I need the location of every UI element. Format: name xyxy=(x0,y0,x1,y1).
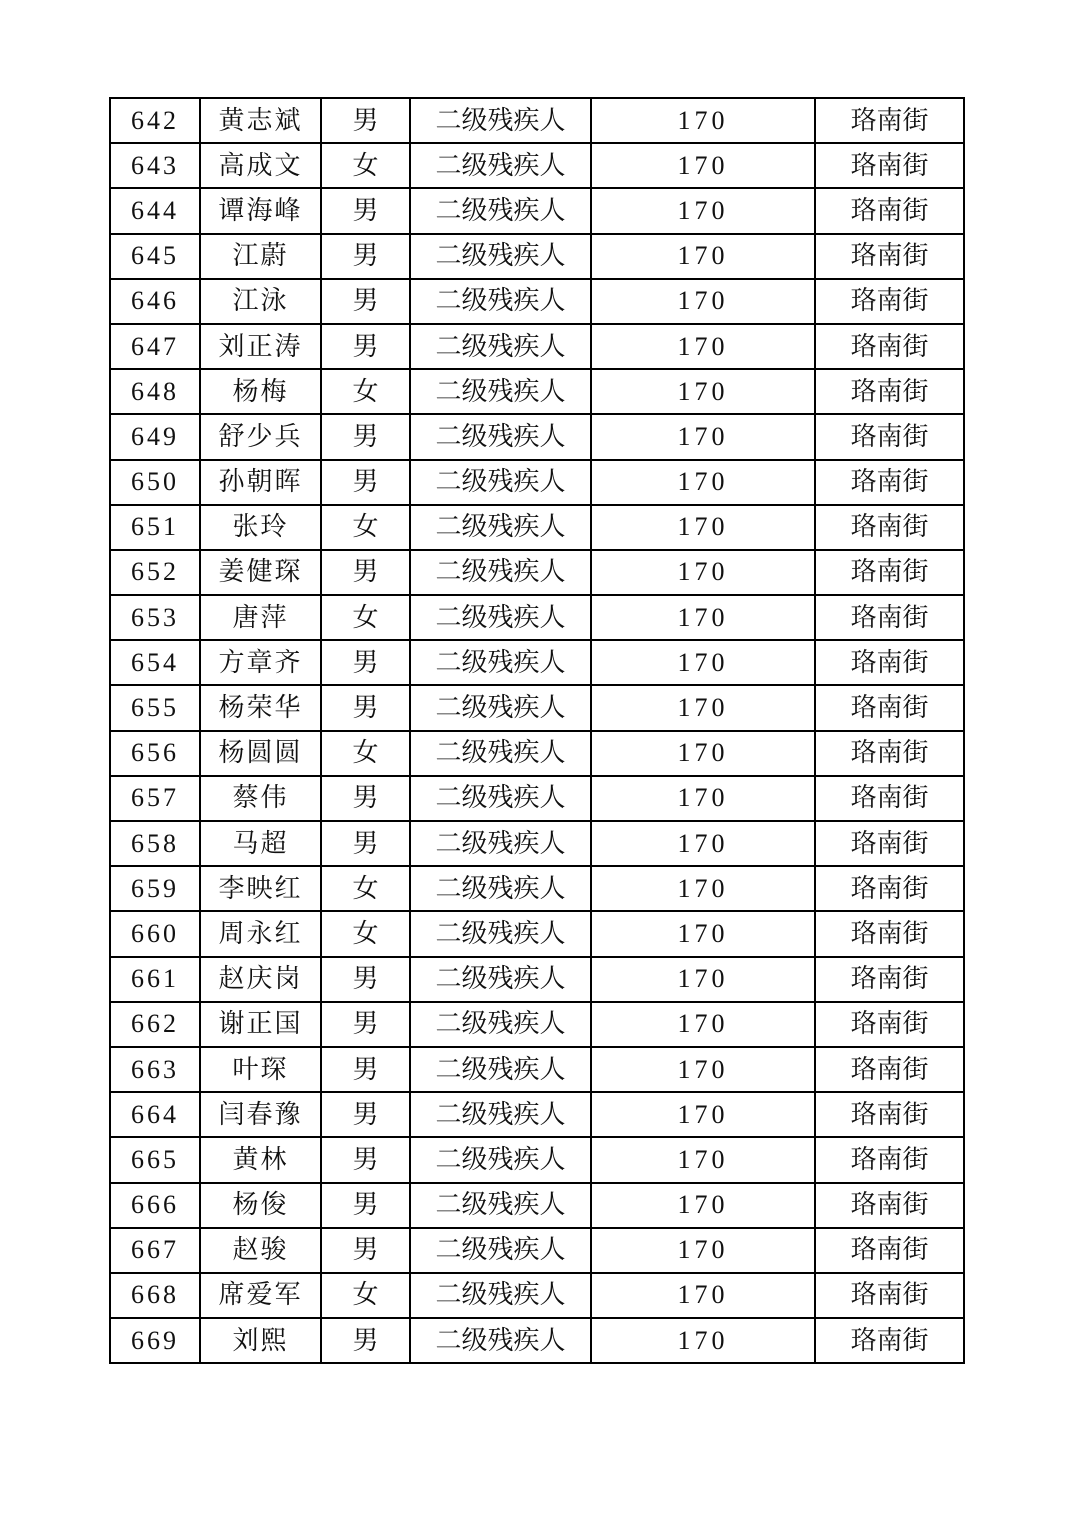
disability-level-cell: 二级残疾人 xyxy=(410,1228,591,1273)
street-cell: 珞南街 xyxy=(815,1183,964,1228)
gender-cell: 女 xyxy=(321,505,410,550)
street-cell: 珞南街 xyxy=(815,505,964,550)
name-cell: 蔡伟 xyxy=(200,776,321,821)
amount-cell: 170 xyxy=(591,143,815,188)
street-cell: 珞南街 xyxy=(815,1318,964,1363)
amount-cell: 170 xyxy=(591,866,815,911)
disability-level-cell: 二级残疾人 xyxy=(410,821,591,866)
name-cell: 席爱军 xyxy=(200,1273,321,1318)
row-number-cell: 653 xyxy=(110,595,200,640)
row-number-cell: 642 xyxy=(110,98,200,143)
disability-level-cell: 二级残疾人 xyxy=(410,505,591,550)
gender-cell: 男 xyxy=(321,1002,410,1047)
table-row xyxy=(110,324,964,369)
table-row xyxy=(110,1318,964,1363)
name-cell: 高成文 xyxy=(200,143,321,188)
table-row xyxy=(110,1047,964,1092)
table-row xyxy=(110,866,964,911)
gender-cell: 女 xyxy=(321,1273,410,1318)
amount-cell: 170 xyxy=(591,550,815,595)
name-cell: 孙朝晖 xyxy=(200,460,321,505)
table-row xyxy=(110,911,964,956)
street-cell: 珞南街 xyxy=(815,685,964,730)
name-cell: 黄志斌 xyxy=(200,98,321,143)
row-number-cell: 647 xyxy=(110,324,200,369)
street-cell: 珞南街 xyxy=(815,460,964,505)
row-number-cell: 656 xyxy=(110,731,200,776)
street-cell: 珞南街 xyxy=(815,1047,964,1092)
gender-cell: 男 xyxy=(321,188,410,233)
gender-cell: 男 xyxy=(321,1092,410,1137)
name-cell: 张玲 xyxy=(200,505,321,550)
row-number-cell: 658 xyxy=(110,821,200,866)
street-cell: 珞南街 xyxy=(815,640,964,685)
disability-level-cell: 二级残疾人 xyxy=(410,1047,591,1092)
row-number-cell: 665 xyxy=(110,1137,200,1182)
table-row xyxy=(110,685,964,730)
name-cell: 方章齐 xyxy=(200,640,321,685)
row-number-cell: 645 xyxy=(110,234,200,279)
row-number-cell: 644 xyxy=(110,188,200,233)
gender-cell: 男 xyxy=(321,640,410,685)
name-cell: 刘熙 xyxy=(200,1318,321,1363)
street-cell: 珞南街 xyxy=(815,1273,964,1318)
row-number-cell: 662 xyxy=(110,1002,200,1047)
row-number-cell: 666 xyxy=(110,1183,200,1228)
disability-level-cell: 二级残疾人 xyxy=(410,279,591,324)
street-cell: 珞南街 xyxy=(815,1092,964,1137)
amount-cell: 170 xyxy=(591,640,815,685)
table-row xyxy=(110,414,964,459)
row-number-cell: 659 xyxy=(110,866,200,911)
amount-cell: 170 xyxy=(591,1002,815,1047)
street-cell: 珞南街 xyxy=(815,957,964,1002)
disability-level-cell: 二级残疾人 xyxy=(410,414,591,459)
row-number-cell: 651 xyxy=(110,505,200,550)
amount-cell: 170 xyxy=(591,821,815,866)
name-cell: 赵骏 xyxy=(200,1228,321,1273)
table-row xyxy=(110,188,964,233)
name-cell: 刘正涛 xyxy=(200,324,321,369)
amount-cell: 170 xyxy=(591,188,815,233)
row-number-cell: 657 xyxy=(110,776,200,821)
row-number-cell: 664 xyxy=(110,1092,200,1137)
street-cell: 珞南街 xyxy=(815,324,964,369)
table-row xyxy=(110,1002,964,1047)
amount-cell: 170 xyxy=(591,1318,815,1363)
disability-level-cell: 二级残疾人 xyxy=(410,1092,591,1137)
amount-cell: 170 xyxy=(591,324,815,369)
street-cell: 珞南街 xyxy=(815,188,964,233)
name-cell: 舒少兵 xyxy=(200,414,321,459)
name-cell: 李映红 xyxy=(200,866,321,911)
gender-cell: 男 xyxy=(321,234,410,279)
street-cell: 珞南街 xyxy=(815,595,964,640)
row-number-cell: 643 xyxy=(110,143,200,188)
table-row xyxy=(110,505,964,550)
gender-cell: 男 xyxy=(321,1047,410,1092)
disability-level-cell: 二级残疾人 xyxy=(410,1137,591,1182)
disability-level-cell: 二级残疾人 xyxy=(410,685,591,730)
name-cell: 叶琛 xyxy=(200,1047,321,1092)
name-cell: 江蔚 xyxy=(200,234,321,279)
gender-cell: 男 xyxy=(321,1318,410,1363)
row-number-cell: 660 xyxy=(110,911,200,956)
name-cell: 赵庆岗 xyxy=(200,957,321,1002)
gender-cell: 男 xyxy=(321,685,410,730)
amount-cell: 170 xyxy=(591,595,815,640)
amount-cell: 170 xyxy=(591,234,815,279)
table-row xyxy=(110,234,964,279)
disability-level-cell: 二级残疾人 xyxy=(410,460,591,505)
name-cell: 杨圆圆 xyxy=(200,731,321,776)
amount-cell: 170 xyxy=(591,279,815,324)
name-cell: 马超 xyxy=(200,821,321,866)
table-row xyxy=(110,1183,964,1228)
name-cell: 黄林 xyxy=(200,1137,321,1182)
amount-cell: 170 xyxy=(591,1228,815,1273)
row-number-cell: 667 xyxy=(110,1228,200,1273)
street-cell: 珞南街 xyxy=(815,414,964,459)
amount-cell: 170 xyxy=(591,1137,815,1182)
amount-cell: 170 xyxy=(591,776,815,821)
table-row xyxy=(110,957,964,1002)
amount-cell: 170 xyxy=(591,731,815,776)
row-number-cell: 654 xyxy=(110,640,200,685)
street-cell: 珞南街 xyxy=(815,234,964,279)
row-number-cell: 650 xyxy=(110,460,200,505)
table-row xyxy=(110,98,964,143)
disability-level-cell: 二级残疾人 xyxy=(410,98,591,143)
gender-cell: 男 xyxy=(321,1183,410,1228)
gender-cell: 女 xyxy=(321,595,410,640)
disability-level-cell: 二级残疾人 xyxy=(410,595,591,640)
street-cell: 珞南街 xyxy=(815,866,964,911)
street-cell: 珞南街 xyxy=(815,550,964,595)
amount-cell: 170 xyxy=(591,414,815,459)
amount-cell: 170 xyxy=(591,1183,815,1228)
gender-cell: 女 xyxy=(321,731,410,776)
disability-level-cell: 二级残疾人 xyxy=(410,1273,591,1318)
gender-cell: 男 xyxy=(321,98,410,143)
disability-level-cell: 二级残疾人 xyxy=(410,957,591,1002)
amount-cell: 170 xyxy=(591,98,815,143)
street-cell: 珞南街 xyxy=(815,1137,964,1182)
disability-level-cell: 二级残疾人 xyxy=(410,1002,591,1047)
gender-cell: 女 xyxy=(321,143,410,188)
gender-cell: 女 xyxy=(321,866,410,911)
name-cell: 谭海峰 xyxy=(200,188,321,233)
row-number-cell: 648 xyxy=(110,369,200,414)
name-cell: 周永红 xyxy=(200,911,321,956)
gender-cell: 男 xyxy=(321,324,410,369)
disability-level-cell: 二级残疾人 xyxy=(410,143,591,188)
table-row xyxy=(110,731,964,776)
roster-table xyxy=(109,97,965,1364)
street-cell: 珞南街 xyxy=(815,776,964,821)
street-cell: 珞南街 xyxy=(815,279,964,324)
table-row xyxy=(110,595,964,640)
table-row xyxy=(110,143,964,188)
gender-cell: 男 xyxy=(321,279,410,324)
table-row xyxy=(110,821,964,866)
street-cell: 珞南街 xyxy=(815,369,964,414)
name-cell: 江泳 xyxy=(200,279,321,324)
street-cell: 珞南街 xyxy=(815,911,964,956)
disability-level-cell: 二级残疾人 xyxy=(410,866,591,911)
table-row xyxy=(110,1273,964,1318)
table-row xyxy=(110,1137,964,1182)
name-cell: 谢正国 xyxy=(200,1002,321,1047)
disability-level-cell: 二级残疾人 xyxy=(410,324,591,369)
name-cell: 闫春豫 xyxy=(200,1092,321,1137)
disability-level-cell: 二级残疾人 xyxy=(410,550,591,595)
row-number-cell: 646 xyxy=(110,279,200,324)
disability-level-cell: 二级残疾人 xyxy=(410,188,591,233)
disability-level-cell: 二级残疾人 xyxy=(410,776,591,821)
table-row xyxy=(110,1092,964,1137)
name-cell: 杨梅 xyxy=(200,369,321,414)
disability-level-cell: 二级残疾人 xyxy=(410,911,591,956)
gender-cell: 男 xyxy=(321,957,410,1002)
street-cell: 珞南街 xyxy=(815,731,964,776)
gender-cell: 男 xyxy=(321,1137,410,1182)
row-number-cell: 655 xyxy=(110,685,200,730)
gender-cell: 男 xyxy=(321,776,410,821)
row-number-cell: 669 xyxy=(110,1318,200,1363)
amount-cell: 170 xyxy=(591,1273,815,1318)
table-row xyxy=(110,460,964,505)
amount-cell: 170 xyxy=(591,911,815,956)
row-number-cell: 661 xyxy=(110,957,200,1002)
street-cell: 珞南街 xyxy=(815,143,964,188)
disability-level-cell: 二级残疾人 xyxy=(410,369,591,414)
amount-cell: 170 xyxy=(591,1092,815,1137)
row-number-cell: 652 xyxy=(110,550,200,595)
amount-cell: 170 xyxy=(591,957,815,1002)
table-row xyxy=(110,279,964,324)
roster-table-body xyxy=(110,98,964,1363)
gender-cell: 男 xyxy=(321,460,410,505)
disability-level-cell: 二级残疾人 xyxy=(410,731,591,776)
table-row xyxy=(110,550,964,595)
amount-cell: 170 xyxy=(591,369,815,414)
name-cell: 杨俊 xyxy=(200,1183,321,1228)
street-cell: 珞南街 xyxy=(815,821,964,866)
gender-cell: 男 xyxy=(321,414,410,459)
row-number-cell: 649 xyxy=(110,414,200,459)
street-cell: 珞南街 xyxy=(815,1228,964,1273)
amount-cell: 170 xyxy=(591,505,815,550)
street-cell: 珞南街 xyxy=(815,98,964,143)
gender-cell: 男 xyxy=(321,1228,410,1273)
gender-cell: 男 xyxy=(321,821,410,866)
amount-cell: 170 xyxy=(591,1047,815,1092)
disability-level-cell: 二级残疾人 xyxy=(410,640,591,685)
disability-level-cell: 二级残疾人 xyxy=(410,234,591,279)
street-cell: 珞南街 xyxy=(815,1002,964,1047)
row-number-cell: 663 xyxy=(110,1047,200,1092)
amount-cell: 170 xyxy=(591,460,815,505)
disability-level-cell: 二级残疾人 xyxy=(410,1318,591,1363)
name-cell: 姜健琛 xyxy=(200,550,321,595)
amount-cell: 170 xyxy=(591,685,815,730)
table-row xyxy=(110,1228,964,1273)
table-row xyxy=(110,640,964,685)
gender-cell: 女 xyxy=(321,911,410,956)
gender-cell: 女 xyxy=(321,369,410,414)
row-number-cell: 668 xyxy=(110,1273,200,1318)
name-cell: 唐萍 xyxy=(200,595,321,640)
table-row xyxy=(110,369,964,414)
disability-level-cell: 二级残疾人 xyxy=(410,1183,591,1228)
name-cell: 杨荣华 xyxy=(200,685,321,730)
table-row xyxy=(110,776,964,821)
gender-cell: 男 xyxy=(321,550,410,595)
